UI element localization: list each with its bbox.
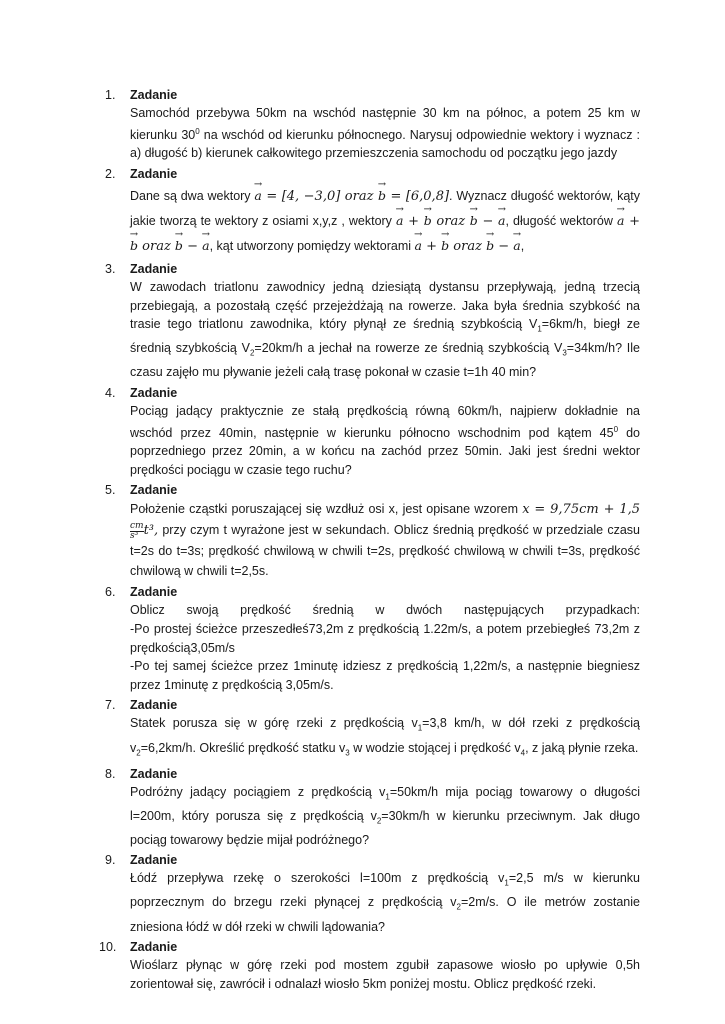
task-title: Zadanie xyxy=(130,261,178,276)
task-4 xyxy=(105,384,640,480)
task-title: Zadanie xyxy=(130,766,178,781)
task-title: Zadanie xyxy=(130,385,178,400)
task-text: Statek porusza się w górę rzeki z prędkością $v_1=3,8$ km/h, w dół rzeki z prędkością $v_2=6,2km/h$. Określić prędkość statku $v_3$ w wodzie stojącej i prędkość $v_4$, z jaką płynie rzeka. xyxy=(130,716,641,757)
task-text: Łódź przepływa rzekę o szerokości l=100m z prędkością $v_1=2,5$ m/s w kierunku poprzecznym do brzegu rzeki płynącej z prędkością $v_2=2m/s$. O ile metrów zostanie zniesiona łódź w dół rzeki w chwili lądowania? xyxy=(130,871,640,934)
task-1 xyxy=(105,86,640,163)
task-number: 3. xyxy=(105,261,116,276)
task-title: Zadanie xyxy=(130,585,178,600)
task-text: Wioślarz płynąc w górę rzeki pod mostem zgubił zapasowe wiosło po upływie 0,5h zorientował się, zawrócił i odnalazł wiosło 5km poniżej mostu. Oblicz prędkość rzeki. xyxy=(130,958,640,991)
task-text: Samochód przebywa 50km na wschód następnie 30 km na północ, a potem 25 km w kierunku $30^0$ na wschód od kierunku północnego. Narysuj odpowiednie wektory i wyznacz : a) długość b) kierunek całkowitego przemieszczenia samochodu od początku jego jazdy xyxy=(130,106,641,161)
task-text: Pociąg jadący praktycznie ze stałą prędkością równą 60km/h, najpierw dokładnie na wschód przez 40min, następnie w kierunku północno wschodnim pod kątem $45^0$ do poprzedniego przez 20min, a w końcu na zachód przez 50min. Jaki jest średni wektor prędkości pociągu w czasie tego ruchu? xyxy=(130,403,640,477)
task-2 xyxy=(105,165,640,258)
task-text: Oblicz swoją prędkość średnią w dwóch następujących przypadkach: xyxy=(130,603,640,618)
task-text: Podróżny jadący pociągiem z prędkością $v_1=50km/h$ mija pociąg towarowy o długości l=200m, który porusza się z prędkością $v_2=30km/h$ w kierunku przeciwnym. Jak długo pociąg towarowy będzie mijał podróżnego? xyxy=(130,784,640,847)
task-6 xyxy=(105,583,640,694)
task-number: 4. xyxy=(105,385,116,400)
task-number: 5. xyxy=(105,483,116,498)
task-number: 9. xyxy=(105,853,116,868)
task-number: 8. xyxy=(105,766,116,781)
task-text: W zawodach triatlonu zawodnicy jedną dziesiątą dystansu przepływają, jedną trzecią przebiegają, a pozostałą część przejeżdżają na rowerze. Jaka była średnia szybkość na trasie tego triatlonu zawodnika, który płynął ze średnią szybkością $V_1=6km/h$, biegł ze średnią szybkością $V_2=20km/h$ a jechał na rowerze ze średnią szybkością $V_3=34km/h$? Ile czasu zajęło mu pływanie jeżeli całą trasę pokonał w czasie t=1h 40 min? xyxy=(130,279,641,380)
task-title: Zadanie xyxy=(130,853,178,868)
task-text: -Po tej samej ścieżce przez 1minutę idziesz z prędkością 1,22m/s, a następnie biegniesz przez 1minutę z prędkością 3,05m/s. xyxy=(130,659,640,692)
task-8 xyxy=(105,765,640,850)
task-5 xyxy=(105,481,640,581)
task-9 xyxy=(105,851,640,936)
vector-a: → a xyxy=(254,183,261,207)
task-text: Położenie cząstki poruszającej się wzdłuż osi x, jest opisane wzorem x = 9,75cm + 1,5 $\frac{cm}{\text{s³}}$ t³, przy czym t wyrażone jest w sekundach. Oblicz średnią prędkość w przedziale czasu t=2s do t=3s; prędkość chwilową w chwili t=2s, prędkość chwilową w chwili t=3s, prędkość chwilową w chwili t=2,5s. xyxy=(130,502,640,579)
task-text: Dane są dwa wektory → a = [4, −3,0] oraz → b = [6,0,8]. Wyznacz długość wektorów, kąty jakie tworzą te wektory z osiami x,y,z , wektory → a + → b oraz → b − → a, długość wektorów → a + → b oraz → b − → a, kąt utworzony pomiędzy wektorami → a + → b oraz → b − → a, xyxy=(130,183,640,258)
task-list xyxy=(99,86,641,995)
task-10 xyxy=(99,938,640,993)
task-number: 7. xyxy=(105,698,116,713)
task-3 xyxy=(105,260,640,382)
task-title: Zadanie xyxy=(130,698,178,713)
task-title: Zadanie xyxy=(130,483,178,498)
vector-b: → b xyxy=(378,183,386,207)
position-formula: x = 9,75cm + 1,5 xyxy=(522,502,640,518)
task-number: 10. xyxy=(99,940,117,955)
task-title: Zadanie xyxy=(130,166,178,181)
task-number: 1. xyxy=(105,88,116,102)
task-number: 6. xyxy=(105,585,116,600)
task-7 xyxy=(105,696,640,762)
unit-fraction: $\frac{cm}{\text{s³}}$ xyxy=(130,520,144,541)
task-title: Zadanie xyxy=(130,88,178,102)
task-text: -Po prostej ścieżce przeszedłeś73,2m z prędkością 1.22m/s, a potem przebiegłeś 73,2m z prędkością3,05m/s xyxy=(130,622,640,655)
task-number: 2. xyxy=(105,166,116,181)
task-title: Zadanie xyxy=(130,940,178,955)
